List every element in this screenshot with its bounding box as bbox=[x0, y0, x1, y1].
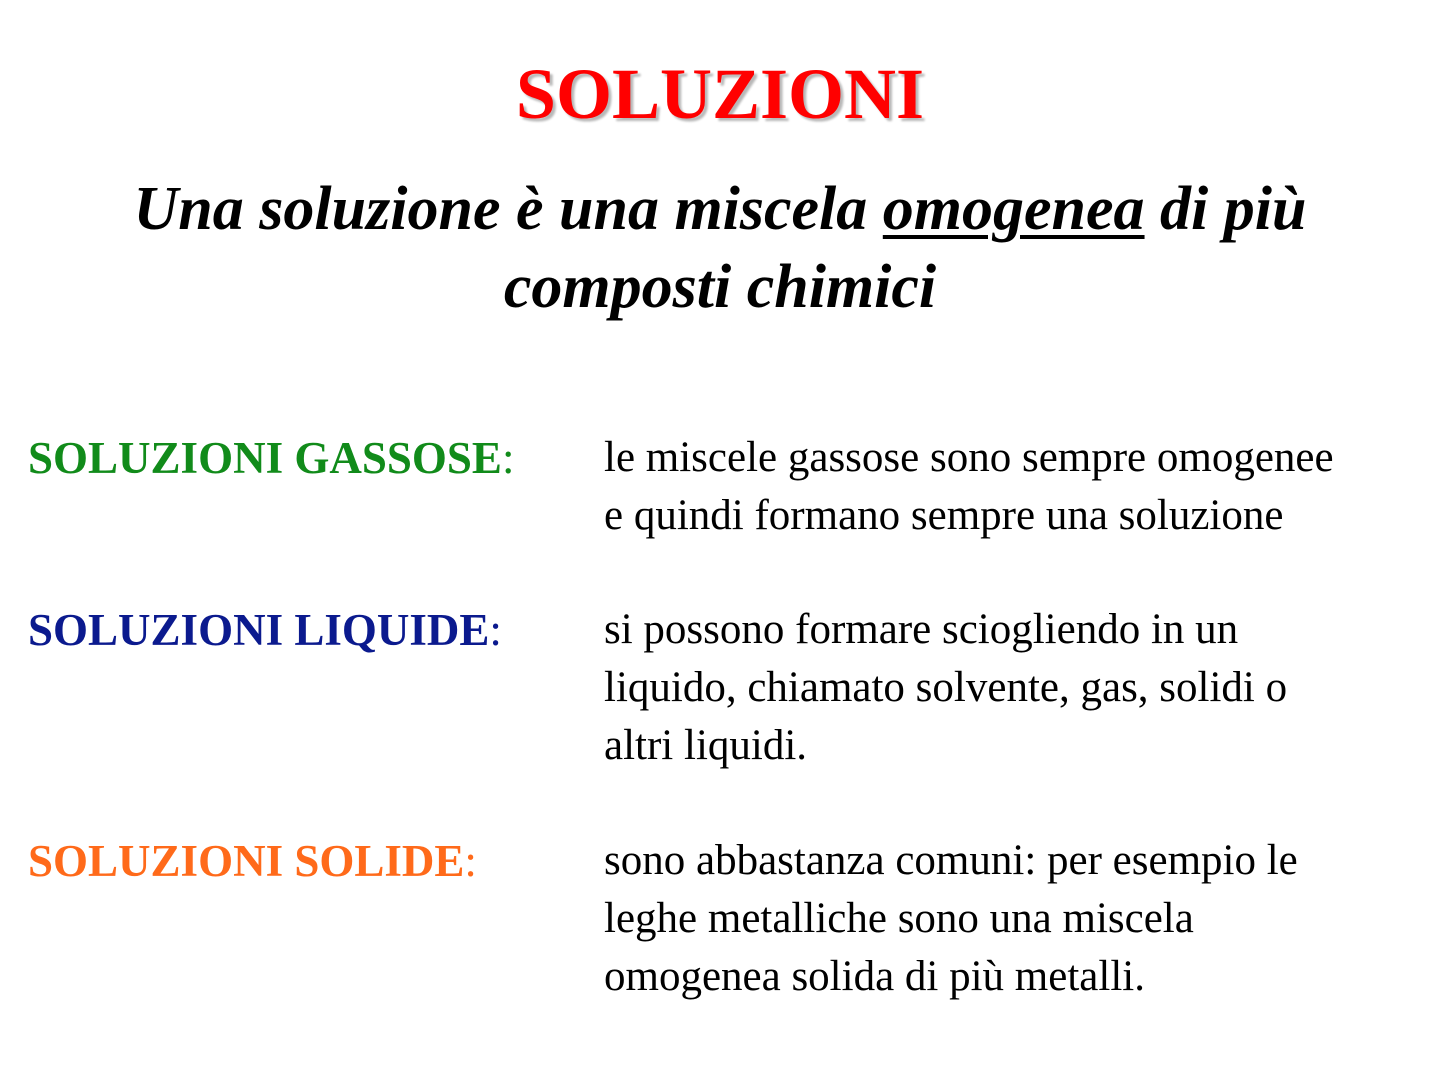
section-description-gassose bbox=[604, 429, 1424, 545]
slide-title: SOLUZIONI bbox=[515, 54, 925, 134]
label-colon: : bbox=[464, 836, 477, 886]
description-line: altri liquidi. bbox=[604, 722, 808, 769]
description-line: e quindi formano sempre una soluzione bbox=[604, 492, 1284, 539]
subtitle-text-before: Una soluzione è una miscela bbox=[133, 175, 883, 243]
section-description-liquide bbox=[604, 601, 1424, 775]
label-colon: : bbox=[489, 605, 502, 655]
description-line: si possono formare sciogliendo in un bbox=[604, 606, 1239, 653]
description-line: leghe metalliche sono una miscela bbox=[604, 895, 1194, 942]
section-label-solide bbox=[28, 832, 477, 890]
underlined-word-omogenea: omogenea bbox=[882, 175, 1145, 243]
description-line: sono abbastanza comuni: per esempio le bbox=[604, 837, 1298, 884]
description-line: omogenea solida di più metalli. bbox=[604, 953, 1145, 1000]
subtitle-text-after: di più bbox=[1144, 175, 1307, 243]
subtitle-line-1 bbox=[0, 170, 1440, 248]
description-line: le miscele gassose sono sempre omogenee bbox=[604, 434, 1334, 481]
label-colon: : bbox=[501, 433, 515, 483]
section-label-liquide bbox=[28, 601, 502, 659]
description-line: liquido, chiamato solvente, gas, solidi o bbox=[604, 664, 1288, 711]
label-text-liquide: SOLUZIONI LIQUIDE bbox=[28, 605, 490, 655]
section-description-solide bbox=[604, 832, 1424, 1006]
definition-subtitle bbox=[0, 170, 1440, 326]
label-text-gassose: SOLUZIONI GASSOSE bbox=[28, 433, 502, 483]
section-label-gassose bbox=[28, 429, 514, 487]
subtitle-line-2: composti chimici bbox=[503, 253, 937, 321]
label-text-solide: SOLUZIONI SOLIDE bbox=[28, 836, 465, 886]
